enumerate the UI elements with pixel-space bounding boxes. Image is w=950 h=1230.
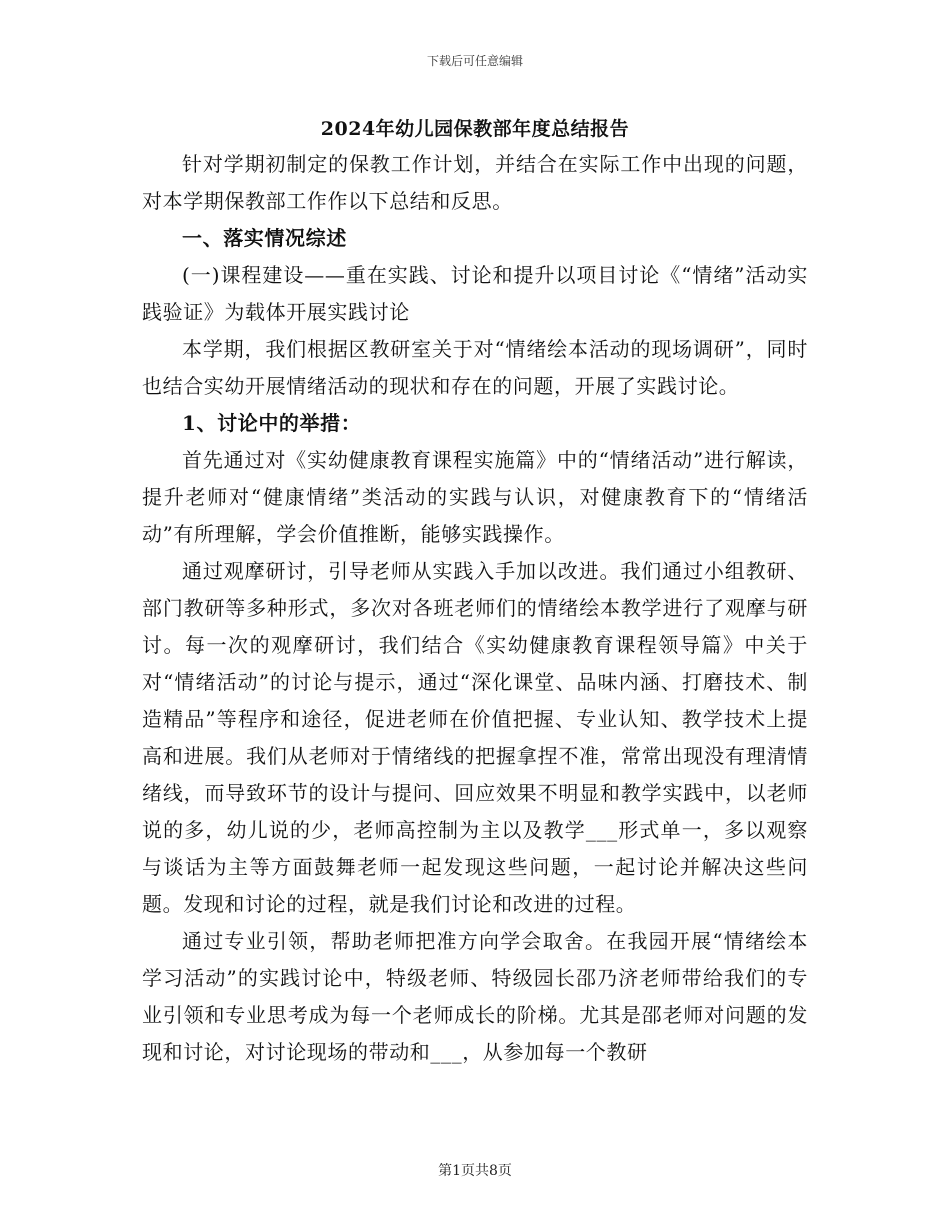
page-header-note: 下载后可任意编辑 <box>426 54 523 68</box>
section-heading-1: 一、落实情况综述 <box>182 226 347 250</box>
intro-paragraph: 针对学期初制定的保教工作计划，并结合在实际工作中出现的问题，对本学期保教部工作作以下总结和反思。 <box>142 152 808 213</box>
document-title: 2024年幼儿园保教部年度总结报告 <box>320 118 630 140</box>
body-paragraph: 通过专业引领，帮助老师把准方向学会取舍。在我园开展“情绪绘本学习活动”的实践讨论中，特级老师、特级园长邵乃济老师带给我们的专业引领和专业思考成为每一个老师成长的阶梯。尤其是邵老师对问题的发现和讨论，对讨论现场的带动和___，从参加每一个教研 <box>142 929 808 1064</box>
body-paragraph: 通过观摩研讨，引导老师从实践入手加以改进。我们通过小组教研、部门教研等多种形式，多次对各班老师们的情绪绘本教学进行了观摩与研讨。每一次的观摩研讨，我们结合《实幼健康教育课程领导篇》中关于对“情绪活动”的讨论与提示，通过“深化课堂、品味内涵、打磨技术、制造精品”等程序和途径，促进老师在价值把握、专业认知、教学技术上提高和进展。我们从老师对于情绪线的把握拿捏不准，常常出现没有理清情绪线，而导致环节的设计与提问、回应效果不明显和教学实践中，以老师说的多，幼儿说的少，老师高控制为主以及教学___形式单一，多以观察与谈话为主等方面鼓舞老师一起发现这些问题，一起讨论并解决这些问题。发现和讨论的过程，就是我们讨论和改进的过程。 <box>142 559 808 916</box>
body-paragraph: 本学期，我们根据区教研室关于对“情绪绘本活动的现场调研”，同时也结合实幼开展情绪活动的现状和存在的问题，开展了实践讨论。 <box>142 337 808 398</box>
body-paragraph: 首先通过对《实幼健康教育课程实施篇》中的“情绪活动”进行解读，提升老师对“健康情绪”类活动的实践与认识，对健康教育下的“情绪活动”有所理解，学会价值推断，能够实践操作。 <box>142 448 808 546</box>
subsection-heading-1: (一)课程建设——重在实践、讨论和提升以项目讨论《“情绪”活动实践验证》为载体开展实践讨论 <box>142 263 808 324</box>
subsection-heading-2: 1、讨论中的举措： <box>182 411 362 435</box>
page-number: 第1页共8页 <box>438 1163 512 1179</box>
document-body <box>142 146 808 1071</box>
